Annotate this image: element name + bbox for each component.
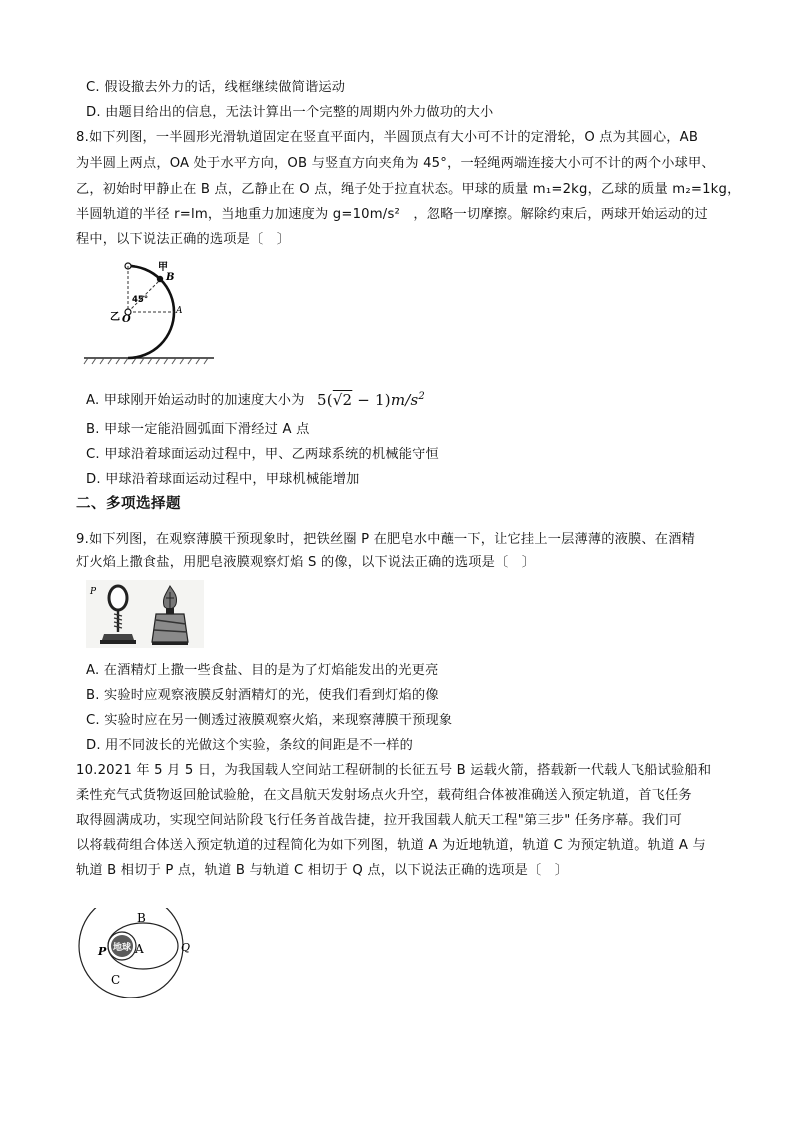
q10-stem-line-5: 轨道 B 相切于 P 点，轨道 B 与轨道 C 相切于 Q 点，以下说法正确的选项是〔 〕 <box>76 863 569 878</box>
formula-coef: 5( <box>317 391 333 409</box>
q7-option-c: C. 假设撤去外力的话，线框继续做简谐运动 <box>86 80 346 95</box>
q10-label-b: B <box>137 911 146 925</box>
q8-stem-line-1: 8.如下列图，一半圆形光滑轨道固定在竖直平面内，半圆顶点有大小可不计的定滑轮，O 点为其圆心，AB <box>76 130 699 145</box>
q8-label-yi: 乙 <box>110 312 120 323</box>
q10-label-p: P <box>98 945 107 958</box>
q9-option-d: D. 用不同波长的光做这个实验，条纹的间距是不一样的 <box>86 738 414 753</box>
formula-exponent: 2 <box>418 391 425 402</box>
q8-stem-line-2: 为半圆上两点，OA 处于水平方向，OB 与竖直方向夹角为 45°，一轻绳两端连接大小可不计的两个小球甲、 <box>76 156 715 171</box>
formula-root: √2 <box>332 391 353 409</box>
formula-rest: − 1) <box>352 391 391 409</box>
q9-label-p: P <box>90 587 97 597</box>
q8-stem-line-3: 乙，初始时甲静止在 B 点，乙静止在 O 点，绳子处于拉直状态。甲球的质量 m₁=2kg，乙球的质量 m₂=1kg， <box>76 182 741 197</box>
q9-stem-line-2: 灯火焰上撒食盐，用肥皂液膜观察灯焰 S 的像，以下说法正确的选项是〔 〕 <box>76 555 536 570</box>
q8-label-a: A <box>176 306 183 316</box>
q10-label-c: C <box>111 973 121 987</box>
q10-stem-line-4: 以将载荷组合体送入预定轨道的过程简化为如下列图，轨道 A 为近地轨道，轨道 C 为预定轨道。轨道 A 与 <box>76 838 706 853</box>
q8-label-b: B <box>166 272 175 283</box>
q10-stem-line-2: 柔性充气式货物返回舱试验舱，在文昌航天发射场点火升空，载荷组合体被准确送入预定轨道，首飞任务 <box>76 788 692 803</box>
q10-label-earth: 地球 <box>113 943 132 953</box>
q7-option-d: D. 由题目给出的信息，无法计算出一个完整的周期内外力做功的大小 <box>86 105 494 120</box>
q9-option-a: A. 在酒精灯上撒一些食盐、目的是为了灯焰能发出的光更亮 <box>86 663 439 678</box>
q8-option-c: C. 甲球沿着球面运动过程中，甲、乙两球系统的机械能守恒 <box>86 447 439 462</box>
q8-label-angle: 45° <box>132 295 149 305</box>
q10-label-a: A <box>135 942 144 956</box>
q10-orbit-figure <box>76 908 196 998</box>
q8-stem-line-4: 半圆轨道的半径 r=lm，当地重力加速度为 g=10m/s² ，忽略一切摩擦。解除约束后，两球开始运动的过 <box>76 207 708 222</box>
formula-unit: m/s <box>390 391 419 409</box>
q9-stem-line-1: 9.如下列图，在观察薄膜干预现象时，把铁丝圈 P 在肥皂水中蘸一下，让它挂上一层薄薄的液膜、在酒精 <box>76 532 695 547</box>
q8-label-jia: 甲 <box>158 262 168 273</box>
q8-option-b: B. 甲球一定能沿圆弧面下滑经过 A 点 <box>86 422 310 437</box>
q8-label-o: O <box>122 314 131 325</box>
q8-option-a <box>86 388 736 410</box>
q10-stem-line-1: 10.2021 年 5 月 5 日，为我国载人空间站工程研制的长征五号 B 运载火箭，搭载新一代载人飞船试验船和 <box>76 763 712 778</box>
q8-option-a-text: A. 甲球刚开始运动时的加速度大小为 <box>86 393 305 408</box>
q9-film-flame-figure <box>86 580 204 648</box>
q8-semicircle-track-figure <box>80 256 220 368</box>
q9-option-c: C. 实验时应在另一侧透过液膜观察火焰，来现察薄膜干预现象 <box>86 713 453 728</box>
q10-label-q: Q <box>181 941 191 954</box>
q8-option-a-formula <box>317 388 425 409</box>
q8-option-d: D. 甲球沿着球面运动过程中，甲球机械能增加 <box>86 472 360 487</box>
q10-stem-line-3: 取得圆满成功，实现空间站阶段飞行任务首战告捷，拉开我国载人航天工程"第三步" 任务序幕。我们可 <box>76 813 682 828</box>
section-heading-multiple-choice: 二、多项选择题 <box>76 496 181 512</box>
q9-option-b: B. 实验时应观察液膜反射酒精灯的光，使我们看到灯焰的像 <box>86 688 439 703</box>
q8-stem-line-5: 程中，以下说法正确的选项是〔 〕 <box>76 232 291 247</box>
